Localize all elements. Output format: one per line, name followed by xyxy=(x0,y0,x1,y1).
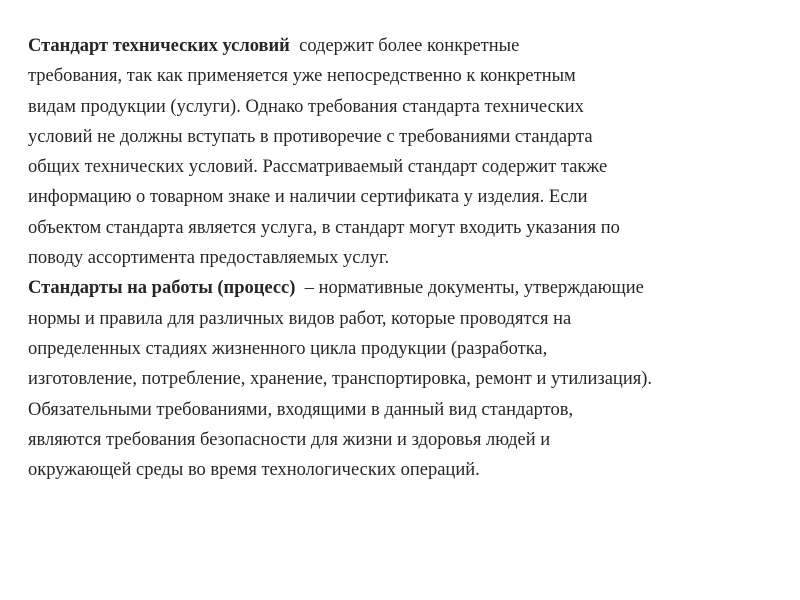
paragraph-line: являются требования безопасности для жизни и здоровья людей и xyxy=(28,429,551,450)
paragraph-line xyxy=(28,31,788,61)
line-text: содержит более конкретные xyxy=(289,36,520,56)
paragraph-line: изготовление, потребление, хранение, транспортировка, ремонт и утилизация). xyxy=(28,369,653,390)
paragraph-line: информацию о товарном знаке и наличии сертификата у изделия. Если xyxy=(28,187,588,208)
paragraph-line: требования, так как применяется уже непосредственно к конкретным xyxy=(28,66,576,87)
paragraph-line: нормы и правила для различных видов работ, которые проводятся на xyxy=(28,308,572,329)
paragraph-line: видам продукции (услуги). Однако требования стандарта технических xyxy=(28,96,584,117)
term-heading: Стандарт технических условий xyxy=(28,36,290,56)
paragraph-line: поводу ассортимента предоставляемых услуг. xyxy=(28,248,390,269)
paragraph-line: объектом стандарта является услуга, в стандарт могут входить указания по xyxy=(28,217,620,238)
term-heading: Стандарты на работы (процесс) xyxy=(28,278,296,299)
paragraph-line: определенных стадиях жизненного цикла продукции (разработка, xyxy=(28,338,548,359)
paragraph-line: Обязательными требованиями, входящими в данный вид стандартов, xyxy=(28,399,574,420)
paragraph-line: условий не должны вступать в противоречие с требованиями стандарта xyxy=(28,126,593,147)
paragraph-line: окружающей среды во время технологических операций. xyxy=(28,460,480,481)
paragraph-line: общих технических условий. Рассматриваемый стандарт содержит также xyxy=(28,157,608,178)
paragraph-line xyxy=(28,273,788,303)
document-body xyxy=(28,31,788,485)
line-text: – нормативные документы, утверждающие xyxy=(295,278,644,299)
